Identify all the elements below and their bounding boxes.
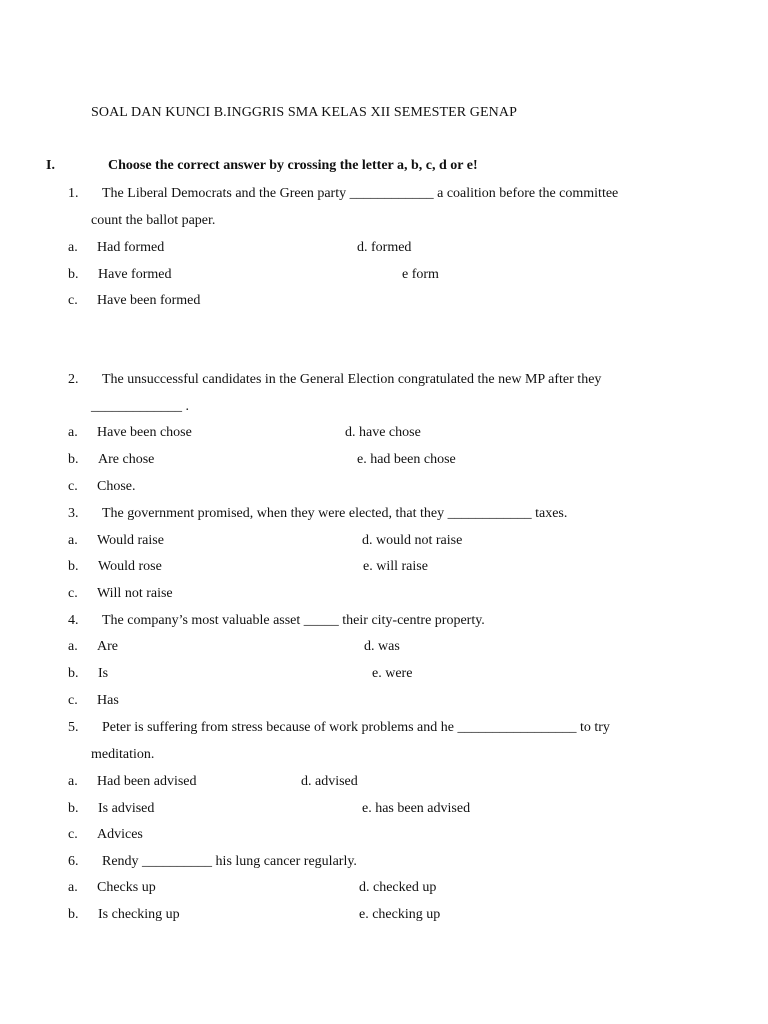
option-text: e form xyxy=(402,267,439,282)
question-text-continued: meditation. xyxy=(91,747,155,762)
question-text: The unsuccessful candidates in the General Election congratulated the new MP after they xyxy=(102,372,602,387)
question-text: Rendy __________ his lung cancer regularly. xyxy=(102,854,357,869)
option-text: Is advised xyxy=(98,801,155,816)
question-number: 5. xyxy=(68,720,79,735)
document-title: SOAL DAN KUNCI B.INGGRIS SMA KELAS XII SEMESTER GENAP xyxy=(91,105,517,120)
option-letter: b. xyxy=(68,907,79,922)
option-text: Is checking up xyxy=(98,907,180,922)
question-number: 3. xyxy=(68,506,79,521)
option-letter: a. xyxy=(68,880,78,895)
option-letter: b. xyxy=(68,666,79,681)
option-text: Has xyxy=(97,693,119,708)
question-text: The government promised, when they were elected, that they ____________ taxes. xyxy=(102,506,568,521)
option-text: Had formed xyxy=(97,240,165,255)
option-letter: b. xyxy=(68,559,79,574)
question-text: Peter is suffering from stress because of work problems and he _________________ to try xyxy=(102,720,610,735)
option-text: Will not raise xyxy=(97,586,173,601)
option-text: e. were xyxy=(372,666,413,681)
section-number: I. xyxy=(46,158,55,173)
option-letter: a. xyxy=(68,639,78,654)
question-number: 6. xyxy=(68,854,79,869)
option-text: Have formed xyxy=(98,267,172,282)
option-text: Is xyxy=(98,666,109,681)
option-text: Chose. xyxy=(97,479,136,494)
option-letter: a. xyxy=(68,533,78,548)
option-text: Checks up xyxy=(97,880,156,895)
option-text: Would rose xyxy=(98,559,162,574)
section-instruction: Choose the correct answer by crossing the letter a, b, c, d or e! xyxy=(108,158,478,173)
option-text: Are xyxy=(97,639,118,654)
option-letter: c. xyxy=(68,586,78,601)
option-text: d. formed xyxy=(357,240,412,255)
question-number: 2. xyxy=(68,372,79,387)
option-text: Would raise xyxy=(97,533,164,548)
option-letter: b. xyxy=(68,801,79,816)
option-text: d. checked up xyxy=(359,880,437,895)
option-text: d. advised xyxy=(301,774,358,789)
option-text: e. has been advised xyxy=(362,801,471,816)
option-text: Have been chose xyxy=(97,425,192,440)
option-letter: a. xyxy=(68,774,78,789)
option-letter: a. xyxy=(68,425,78,440)
option-text: d. would not raise xyxy=(362,533,463,548)
option-text: d. was xyxy=(364,639,400,654)
question-text: The company’s most valuable asset _____ their city-centre property. xyxy=(102,613,485,628)
option-letter: c. xyxy=(68,293,78,308)
option-letter: b. xyxy=(68,267,79,282)
option-text: e. checking up xyxy=(359,907,441,922)
option-letter: c. xyxy=(68,479,78,494)
option-text: d. have chose xyxy=(345,425,421,440)
question-text-continued: _____________ . xyxy=(91,399,189,414)
option-text: Have been formed xyxy=(97,293,201,308)
question-text: The Liberal Democrats and the Green party ____________ a coalition before the committee xyxy=(102,186,619,201)
option-text: Are chose xyxy=(98,452,155,467)
option-letter: c. xyxy=(68,693,78,708)
option-letter: c. xyxy=(68,827,78,842)
option-text: e. had been chose xyxy=(357,452,456,467)
option-text: e. will raise xyxy=(363,559,428,574)
option-letter: a. xyxy=(68,240,78,255)
question-text-continued: count the ballot paper. xyxy=(91,213,216,228)
question-number: 1. xyxy=(68,186,79,201)
option-text: Advices xyxy=(97,827,143,842)
option-letter: b. xyxy=(68,452,79,467)
option-text: Had been advised xyxy=(97,774,197,789)
question-number: 4. xyxy=(68,613,79,628)
